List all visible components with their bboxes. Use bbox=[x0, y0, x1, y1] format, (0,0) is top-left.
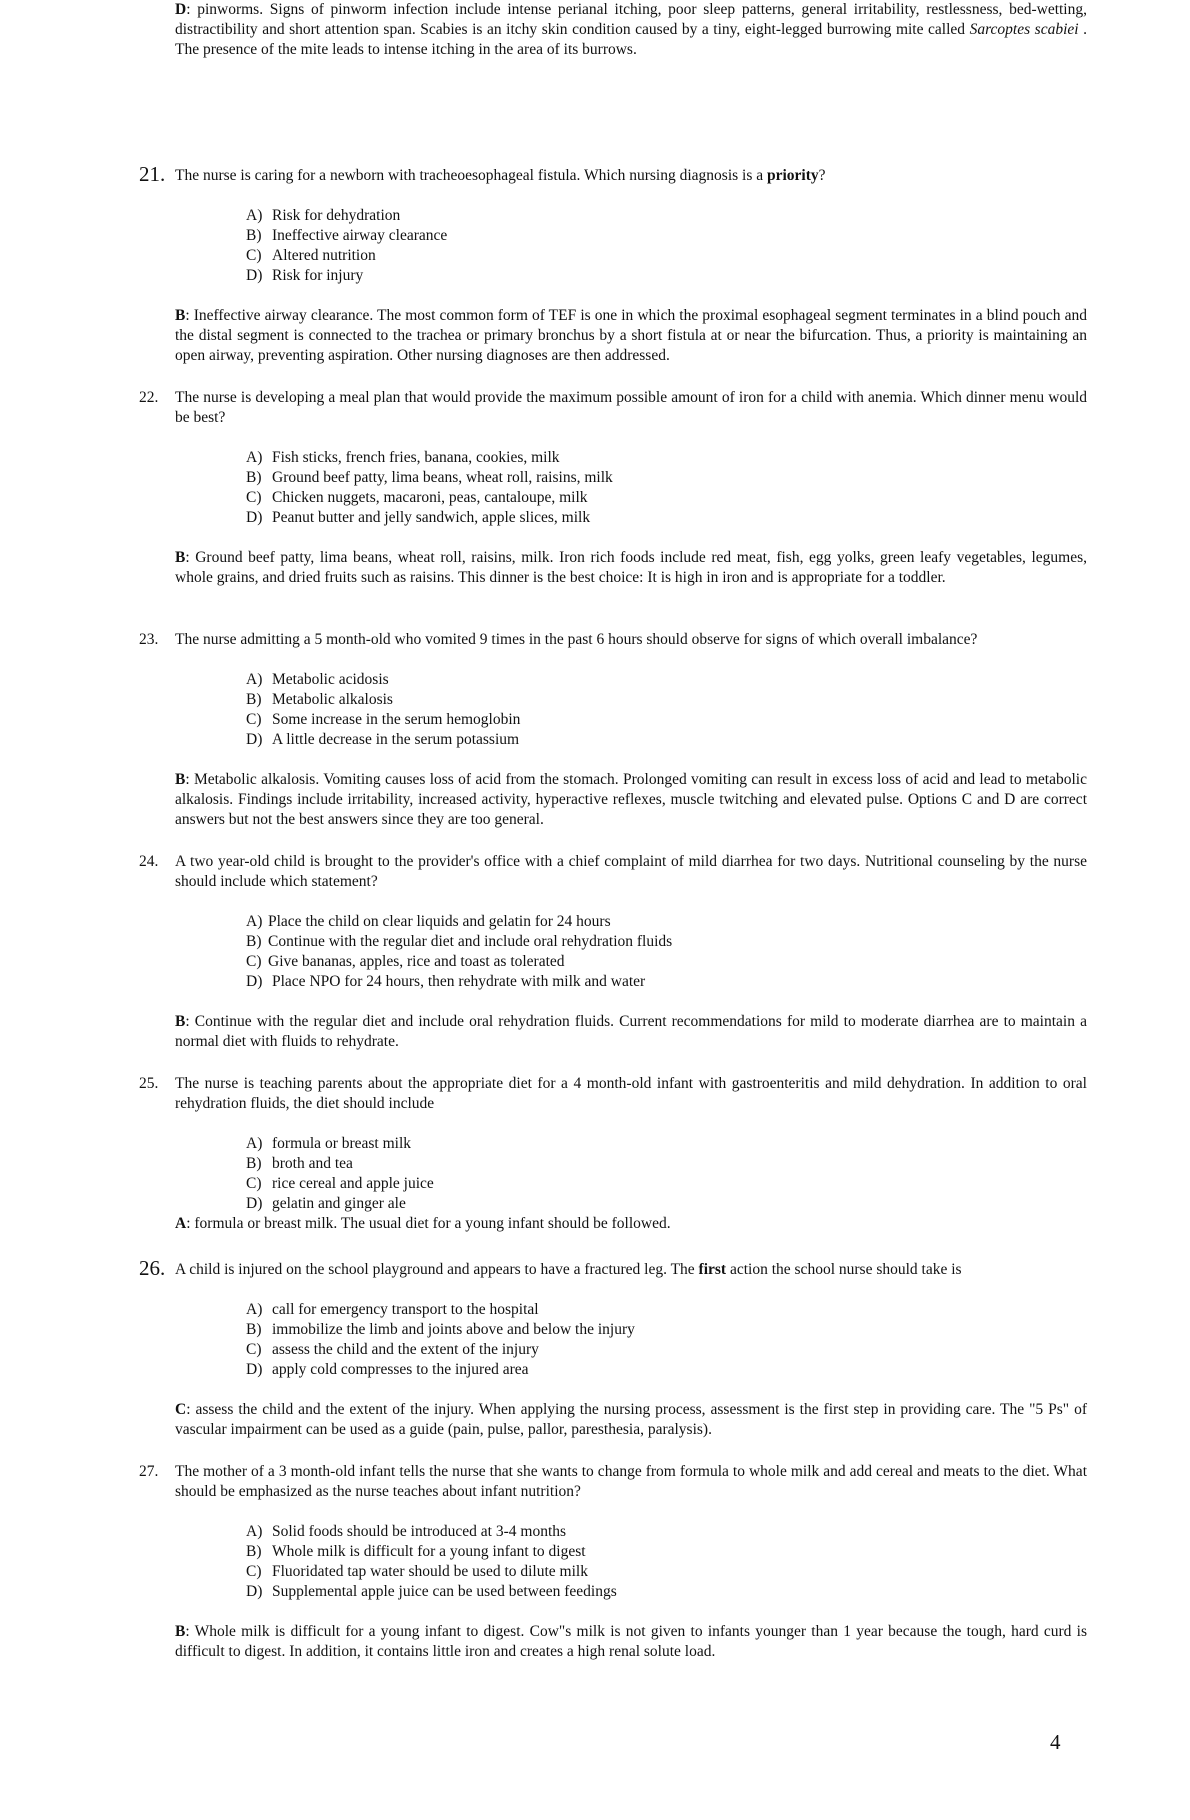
option-item: D) Risk for injury bbox=[246, 267, 364, 284]
question-text: The nurse is developing a meal plan that would provide the maximum possible amount of iron for a child with anemia. Which dinner menu would be best? bbox=[175, 389, 1087, 426]
question-text: The nurse admitting a 5 month-old who vomited 9 times in the past 6 hours should observe for signs of which overall imbalance? bbox=[175, 631, 978, 648]
option-list bbox=[246, 1134, 946, 1214]
answer-letter: D bbox=[175, 1, 187, 18]
option-item: C) Fluoridated tap water should be used to dilute milk bbox=[246, 1563, 588, 1580]
answer-explanation: B: Metabolic alkalosis. Vomiting causes loss of acid from the stomach. Prolonged vomiting can result in excess loss of acid and lead to metabolic alkalosis. Findings include irritability, increased activity, hyperactive reflexes, muscle twitching and elevated pulse. Options C and D are correct answers but not the best answers since they are too general. bbox=[175, 771, 1087, 828]
option-item: D) Supplemental apple juice can be used between feedings bbox=[246, 1583, 617, 1600]
option-item: B) Whole milk is difficult for a young infant to digest bbox=[246, 1543, 586, 1560]
option-item: D) Peanut butter and jelly sandwich, apple slices, milk bbox=[246, 509, 591, 526]
option-item: C) Some increase in the serum hemoglobin bbox=[246, 711, 521, 728]
option-item: B) immobilize the limb and joints above and below the injury bbox=[246, 1321, 635, 1338]
option-item: B) Metabolic alkalosis bbox=[246, 691, 393, 708]
question-text: The nurse is teaching parents about the appropriate diet for a 4 month-old infant with gastroenteritis and mild dehydration. In addition to oral rehydration fluids, the diet should include bbox=[175, 1075, 1087, 1112]
answer-text: : pinworms. Signs of pinworm infection include intense perianal itching, poor sleep patterns, general irritability, restlessness, bed-wetting, distractibility and short attention span. Scabies is an itchy skin condition caused by a tiny, eight-legged burrowing mite called bbox=[175, 1, 1087, 38]
question-number: 23. bbox=[139, 631, 159, 648]
answer-explanation: B: Ground beef patty, lima beans, wheat roll, raisins, milk. Iron rich foods include red meat, fish, egg yolks, green leafy vegetables, legumes, whole grains, and dried fruits such as raisins. This dinner is the best choice: It is high in iron and is appropriate for a toddler. bbox=[175, 549, 1087, 586]
question-number: 25. bbox=[139, 1075, 159, 1092]
option-item: D) Place NPO for 24 hours, then rehydrate with milk and water bbox=[246, 973, 646, 990]
option-list bbox=[246, 1522, 946, 1602]
answer-explanation: C: assess the child and the extent of the injury. When applying the nursing process, assessment is the first step in providing care. The "5 Ps" of vascular impairment can be used as a guide (pain, pulse, pallor, paresthesia, paralysis). bbox=[175, 1401, 1087, 1438]
option-item: A) Metabolic acidosis bbox=[246, 671, 389, 688]
option-item: B) Ineffective airway clearance bbox=[246, 227, 448, 244]
option-item: C) Give bananas, apples, rice and toast as tolerated bbox=[246, 953, 565, 970]
option-item: D) A little decrease in the serum potassium bbox=[246, 731, 520, 748]
option-item: C) Altered nutrition bbox=[246, 247, 376, 264]
option-item: B) Ground beef patty, lima beans, wheat roll, raisins, milk bbox=[246, 469, 613, 486]
option-item: D) gelatin and ginger ale bbox=[246, 1195, 406, 1212]
option-item: D) apply cold compresses to the injured area bbox=[246, 1361, 529, 1378]
option-item: A) Risk for dehydration bbox=[246, 207, 401, 224]
answer-letter: B bbox=[175, 307, 186, 324]
answer-letter: B bbox=[175, 1623, 186, 1640]
question-text: A child is injured on the school playground and appears to have a fractured leg. The first action the school nurse should take is bbox=[175, 1261, 962, 1278]
answer-letter: B bbox=[175, 549, 186, 566]
option-list bbox=[246, 912, 946, 992]
species-name: Sarcoptes scabiei bbox=[969, 21, 1079, 38]
option-list bbox=[246, 1300, 946, 1380]
option-item: C) assess the child and the extent of the injury bbox=[246, 1341, 539, 1358]
option-list bbox=[246, 206, 946, 286]
answer-explanation: B: Ineffective airway clearance. The most common form of TEF is one in which the proximal esophageal segment terminates in a blind pouch and the distal segment is connected to the trachea or primary bronchus by a short fistula at or near the bifurcation. Thus, a priority is maintaining an open airway, preventing aspiration. Other nursing diagnoses are then addressed. bbox=[175, 307, 1087, 364]
answer-letter: A bbox=[175, 1215, 187, 1232]
answer-letter: B bbox=[175, 771, 186, 788]
answer-letter: B bbox=[175, 1013, 186, 1030]
option-item: C) Chicken nuggets, macaroni, peas, cantaloupe, milk bbox=[246, 489, 588, 506]
option-list bbox=[246, 448, 946, 528]
option-item: C) rice cereal and apple juice bbox=[246, 1175, 434, 1192]
answer-explanation: B: Whole milk is difficult for a young infant to digest. Cow"s milk is not given to infants younger than 1 year because the tough, hard curd is difficult to digest. In addition, it contains little iron and creates a high renal solute load. bbox=[175, 1623, 1087, 1660]
answer-letter: C bbox=[175, 1401, 187, 1418]
answer-explanation: B: Continue with the regular diet and include oral rehydration fluids. Current recommendations for mild to moderate diarrhea are to maintain a normal diet with fluids to rehydrate. bbox=[175, 1013, 1087, 1050]
option-item: A) Place the child on clear liquids and gelatin for 24 hours bbox=[246, 913, 611, 930]
intro-answer bbox=[175, 0, 1087, 60]
option-item: B) broth and tea bbox=[246, 1155, 353, 1172]
question-number: 21. bbox=[139, 162, 166, 186]
question-number: 22. bbox=[139, 389, 159, 406]
page-number: 4 bbox=[1050, 1730, 1061, 1754]
emphasis: priority bbox=[767, 167, 819, 184]
question-number: 27. bbox=[139, 1463, 159, 1480]
question-text: A two year-old child is brought to the provider's office with a chief complaint of mild diarrhea for two days. Nutritional counseling by the nurse should include which statement? bbox=[175, 853, 1087, 890]
question-text: The mother of a 3 month-old infant tells the nurse that she wants to change from formula to whole milk and add cereal and meats to the diet. What should be emphasized as the nurse teaches about infant nutrition? bbox=[175, 1463, 1087, 1500]
question-number: 24. bbox=[139, 853, 159, 870]
answer-explanation: A: formula or breast milk. The usual diet for a young infant should be followed. bbox=[175, 1215, 671, 1232]
question-number: 26. bbox=[139, 1256, 166, 1280]
option-item: B) Continue with the regular diet and include oral rehydration fluids bbox=[246, 933, 673, 950]
emphasis: first bbox=[698, 1261, 727, 1278]
option-item: A) Solid foods should be introduced at 3-4 months bbox=[246, 1523, 567, 1540]
option-list bbox=[246, 670, 946, 750]
answer-text-end: . The presence of the mite leads to intense itching in the area of its burrows. bbox=[175, 21, 1087, 58]
option-item: A) call for emergency transport to the hospital bbox=[246, 1301, 539, 1318]
option-item: A) Fish sticks, french fries, banana, cookies, milk bbox=[246, 449, 560, 466]
option-item: A) formula or breast milk bbox=[246, 1135, 412, 1152]
question-text: The nurse is caring for a newborn with tracheoesophageal fistula. Which nursing diagnosis is a priority? bbox=[175, 167, 826, 184]
